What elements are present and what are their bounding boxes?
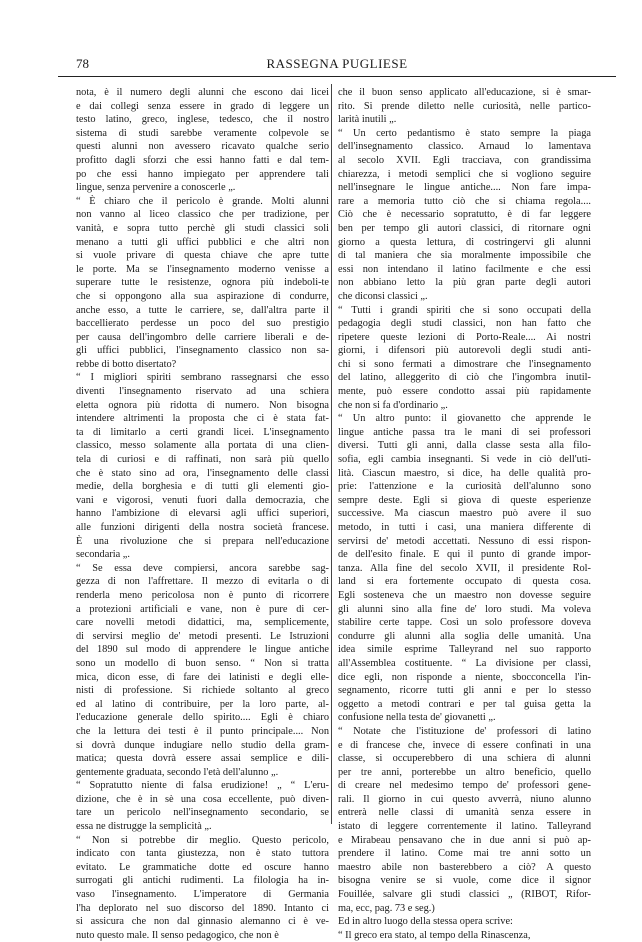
text-line: tare un pericolo nell'insegnamento secondario, se [76, 807, 329, 819]
text-line: eletta ognora più ridotta di numero. Non bisogna [76, 399, 329, 411]
text-line: “ Tutti i grandi spiriti che si sono occupati della [338, 304, 591, 316]
text-line: “ Se essa deve compiersi, ancora sarebbe sag- [76, 562, 329, 574]
text-line: tanza. Alla fine del secolo XVII, il presidente Rol- [338, 562, 591, 574]
text-line: che non si fa d'ordinario „. [338, 399, 448, 411]
text-line: che si oppongono alla sua aspirazione di condurre, [76, 290, 329, 302]
text-line: nisti di professione. Si richiede soltanto al greco [76, 685, 329, 697]
text-line: giorni, i difensori più autorevoli degli studi anti- [338, 345, 591, 357]
text-line: nell'insegnare le lingue antiche.... Non fare impa- [338, 182, 591, 194]
text-line: si vuole privare di questa chiave che apre tutte [76, 250, 329, 262]
right-column [338, 86, 591, 942]
left-column [76, 86, 329, 942]
text-line: entrerà nelle classi di umanità senza essere in [338, 807, 591, 819]
text-line: “ Il greco era stato, al tempo della Rinascenza, [338, 929, 531, 941]
text-line: essa ne distrugge la semplicità „. [76, 821, 212, 833]
text-line: Ciò che è necessario sopratutto, è di far leggere [338, 209, 591, 221]
text-line: giorno a questa lettura, di costringervi gli alunni [338, 236, 591, 248]
text-line: Egli sosteneva che un maestro non dovesse seguire [338, 589, 591, 601]
text-line: non abbiano letto la più gran parte degli autori [338, 277, 591, 289]
text-line: “ Notate che l'istituzione de' professori di latino [338, 725, 591, 737]
text-line: per tre anni, porterebbe un altro beneficio, quello [338, 766, 591, 778]
text-line: per causa dell'ingombro delle carriere liberali e de- [76, 331, 329, 343]
text-line: successive. Ma ciascun maestro può avere il suo [338, 508, 591, 520]
text-line: intendere altrimenti la proposta che ci è stata fat- [76, 413, 329, 425]
text-line: e Mirabeau pensavano che in due anni si può ap- [338, 834, 591, 846]
text-line: diventi l'insegnamento riservato ad una schiera [76, 386, 329, 398]
text-line: che il buon senso applicato all'educazione, si è smar- [338, 87, 591, 98]
text-line: po che essi hanno impiegato per apprendere tali [76, 168, 329, 180]
column-divider [331, 84, 332, 824]
text-line: si assicura che non dal ginnasio alemanno ci è ve- [76, 916, 329, 928]
text-line: alle funzioni dirigenti della nostra società francese. [76, 522, 329, 533]
text-line: gli alunni sino alla fine de' loro studi. Ma voleva [338, 603, 591, 615]
text-line: menano a tutti gli uffici pubblici e che altri non [76, 236, 329, 248]
page-header [58, 56, 616, 74]
text-line: rare a memoria tutto ciò che si chiama regola.... [338, 195, 591, 207]
text-line: “ Sopratutto niente di falsa erudizione! „ “ L'eru- [76, 780, 329, 792]
text-line: sempre deste. Egli si giova di queste esperienze [338, 494, 591, 506]
running-title: RASSEGNA PUGLIESE [266, 56, 408, 71]
text-line: care novelli metodi didattici, ma, semplicemente, [76, 617, 329, 629]
text-line: sistema di studi sarebbe veramente colpevole se [76, 127, 329, 139]
header-rule [58, 76, 616, 77]
text-line: hanno l'ambizione di elevarsi agli uffici superiori, [76, 508, 329, 520]
text-line: lità. Ciascun maestro, si dice, ha delle qualità pro- [338, 467, 591, 479]
text-line: “ Un altro punto: il giovanetto che apprende le [338, 413, 591, 425]
text-line: prie: l'attenzione e la curiosità dell'alunno sono [338, 481, 591, 493]
text-line: che la lettura dei testi è il punto principale.... Non [76, 725, 329, 737]
text-line: “ Un certo pedantismo è stato sempre la piaga [338, 127, 591, 139]
text-line: vani e vigorosi, venuti fuori dalla democrazia, che [76, 494, 329, 506]
page-number: 78 [76, 56, 89, 71]
text-line: metodo, in tutti i casi, una maniera differente di [338, 522, 591, 533]
text-line: Ed in altro luogo della stessa opera scrive: [338, 916, 513, 928]
text-line: indicato con tanta giustezza, non è stato tuttora [76, 848, 329, 860]
text-line: gezza di non l'affrettare. Il mezzo di evitarla o di [76, 576, 329, 588]
text-line: matica; questa dovrà essere assai semplice e dili- [76, 753, 329, 765]
text-line: maestro abile non basterebbero a ciò? A questo [338, 861, 591, 873]
text-line: ma, ecc, pag. 73 e seg.) [338, 902, 435, 914]
text-line: non vanno al liceo classico che per tradizione, per [76, 209, 329, 221]
text-line: ripetere queste lezioni di Porto-Reale.... Ai nostri [338, 331, 591, 343]
text-line: evitato. Le grammatiche dotte ed oscure hanno [76, 861, 329, 873]
text-line: rito. Si prende diletto nelle curiosità, nelle partico- [338, 100, 591, 112]
text-line: al secolo XVII. Egli tracciava, con grandissima [338, 154, 591, 166]
text-line: larità inutili „. [338, 114, 397, 126]
text-line: bisogna venire se si vuole, come dice il signor [338, 875, 591, 887]
text-line: gli uffici pubblici, l'insegnamento classico non sa- [76, 345, 329, 357]
text-line: medie, della borghesia e di tutti gli elementi gio- [76, 481, 329, 493]
text-line: idea simile esprime Talleyrand nel suo rapporto [338, 644, 591, 656]
text-line: nota, è il numero degli alunni che escono dai licei [76, 87, 329, 98]
text-line: di tal maniera che sia moralmente impossibile che [338, 250, 591, 262]
text-line: chi si sono fermati a dimostrare che l'insegnamento [338, 358, 591, 370]
text-line: dice egli, non risponde a niente, sbocconcella l'in- [338, 671, 591, 683]
text-line: istato di leggere correntemente il latino. Talleyrand [338, 821, 591, 833]
text-line: chiarezza, i metodi semplici che si vogliono seguire [338, 168, 591, 180]
text-line: È una rivoluzione che si prepara nell'educazione [76, 535, 329, 547]
text-line: de dell'esito finale. E qui il punto di grande impor- [338, 549, 591, 561]
text-line: dell'insegnamento classico. Arnaud lo lamentava [338, 141, 591, 153]
text-line: ta di limitarlo a certi grandi licei. L'insegnamento [76, 426, 329, 438]
text-line: land si era fortemente occupato di questa cosa. [338, 576, 591, 588]
text-line: a protezioni artificiali e vane, non è pure di cer- [76, 603, 329, 615]
text-line: renderla meno pericolosa non è punto di ricorrere [76, 589, 329, 601]
text-line: ben per tempo gli autori classici, di ritornare ogni [338, 222, 591, 234]
text-line: servirsi de' metodi accettati. Nessuno di essi rispon- [338, 535, 591, 547]
text-line: classico, messo solamente alla portata di una clien- [76, 440, 329, 452]
text-line: e dai collegi senza essere in grado di leggere un [76, 100, 329, 112]
text-line: di servirsi meglio de' metodi presenti. Le Istruzioni [76, 630, 329, 642]
text-line: superare tutte le resistenze, ognora più indeboli-te [76, 277, 329, 289]
text-line: le porte. Ma se l'insegnamento moderno venisse a [76, 263, 329, 275]
text-line: baccellierato perdesse un poco del suo prestigio [76, 318, 329, 330]
text-line: rebbe di botto disertato? [76, 358, 177, 370]
text-line: segnamento, ricorre tutti gli anni e per lo stesso [338, 685, 591, 697]
text-line: confusione nella testa de' giovanetti „. [338, 712, 496, 724]
text-line: pedagogia degli studi classici, non han fatto che [338, 318, 591, 330]
text-line: lingue antiche passa tra le mani di sei professori [338, 426, 591, 438]
text-line: si dovrà dunque indugiare nello studio della gram- [76, 739, 329, 751]
text-line: anche esso, a tutte le carriere, se, dall'altra parte il [76, 304, 329, 316]
text-line: stabilire certe tappe. Così un solo professore doveva [338, 617, 591, 629]
text-line: sofia, egli cambia insegnanti. Si vede in ciò dell'uti- [338, 454, 591, 466]
text-line: testo latino, greco, inglese, tedesco, che il nostro [76, 114, 329, 126]
text-line: ed al latino di contribuire, per la loro parte, al- [76, 698, 329, 710]
text-line: dizione, che è in sè una cosa eccellente, può diven- [76, 793, 329, 805]
text-line: mica, dicon esse, di fare dei latinisti e degli elle- [76, 671, 329, 683]
text-line: “ È chiaro che il pericolo è grande. Molti alunni [76, 195, 329, 207]
text-line: mente, può essere condotto assai più rapidamente [338, 386, 591, 398]
text-line: del latino, alleggerito di ciò che l'ingombra inutil- [338, 372, 591, 384]
text-line: del 1890 sul modo di apprendere le lingue antiche [76, 644, 329, 656]
text-line: condurre gli alunni alla soglia delle umanità. Una [338, 630, 591, 642]
text-line: che diconsi classici „. [338, 290, 428, 302]
text-line: gentemente graduata, secondo l'età dell'alunno „. [76, 766, 279, 778]
text-line: all'Assemblea costituente. “ La divisione per classi, [338, 657, 591, 669]
text-line: Fouillée, salvare gli studi classici „ (RIBOT, Rifor- [338, 889, 591, 901]
text-line: rali. Il giorno in cui questo avverrà, niuno alunno [338, 793, 591, 805]
text-line: vanità, e sopra tutto perchè gli studi classici soli [76, 222, 329, 234]
text-line: questi alunni non avessero ricavato qualche serio [76, 141, 329, 153]
text-line: essi non intendano il latino facilmente e che essi [338, 263, 591, 275]
text-line: classe, si occuperebbero di una schiera di alunni [338, 753, 591, 765]
text-line: e di francese che, invece di essere confinati in una [338, 739, 591, 751]
text-line: secondaria „. [76, 549, 130, 561]
text-line: di creare nel medesimo tempo de' professori gene- [338, 780, 591, 792]
text-line: “ Non si potrebbe dir meglio. Questo pericolo, [76, 834, 329, 846]
text-line: prendere il latino. Come mai tre anni sotto un [338, 848, 591, 860]
text-line: lingue, senza pervenire a conoscerle „. [76, 182, 236, 194]
text-line: vaso l'insegnamento. L'imperatore di Germania [76, 889, 329, 901]
text-line: sono un modello di buon senso. “ Non si tratta [76, 657, 329, 669]
text-line: l'ha deplorato nel suo discorso del 1890. Intanto ci [76, 902, 329, 914]
text-line: oggetto a metodi contrari e per tal guisa getta la [338, 698, 591, 710]
text-line: nuto questo male. Il senso pedagogico, che non è [76, 929, 279, 941]
text-line: tela di curiosi e di raffinati, non sarà più quello [76, 454, 329, 466]
text-line: l'educazione generale dello spirito.... Egli è chiaro [76, 712, 329, 724]
text-line: profitto dagli sforzi che essi hanno fatti e dal tem- [76, 154, 329, 166]
text-line: surrogati gli antichi rudimenti. La filologia ha in- [76, 875, 329, 887]
text-line: che è stato sino ad ora, l'insegnamento delle classi [76, 467, 329, 479]
text-line: “ I migliori spiriti sembrano rassegnarsi che esso [76, 372, 329, 384]
text-line: diversi. Tutti gli anni, dalla classe sesta alla filo- [338, 440, 591, 452]
